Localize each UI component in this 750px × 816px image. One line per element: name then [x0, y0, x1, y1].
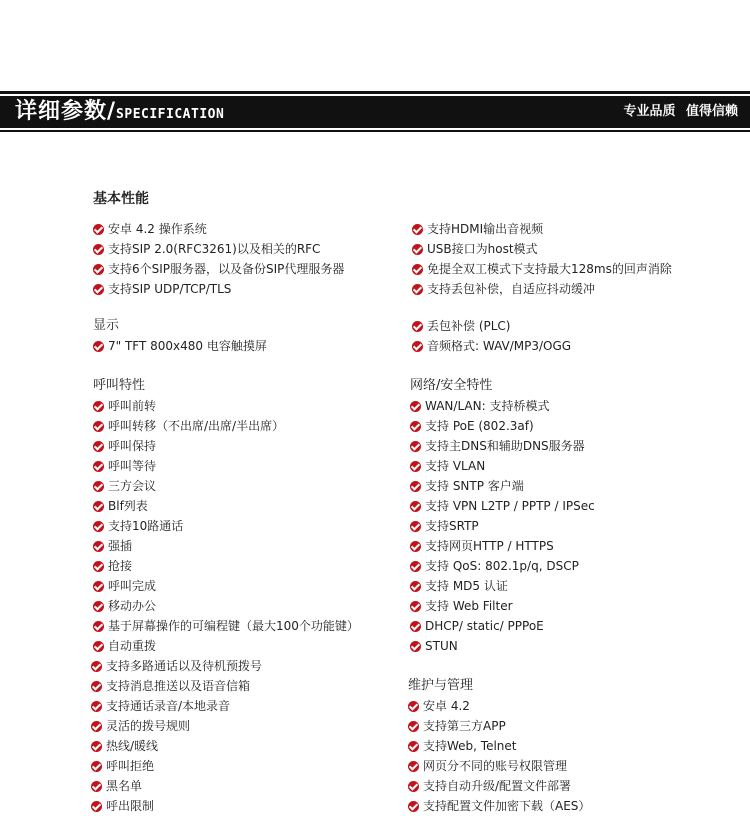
spec-item-text: 三方会议	[108, 479, 157, 493]
spec-list-item	[412, 316, 571, 336]
spec-item-text: 7" TFT 800x480 电容触摸屏	[108, 339, 267, 353]
spec-list-item	[93, 576, 359, 596]
check-circle-icon	[91, 781, 102, 792]
spec-item-text: 强插	[108, 539, 133, 553]
check-circle-icon	[408, 761, 419, 772]
spec-item-text: 支持SIP 2.0(RFC3261)以及相关的RFC	[108, 242, 321, 256]
check-circle-icon	[412, 341, 423, 352]
spec-list-item	[408, 736, 590, 756]
spec-item-text: 丢包补偿 (PLC)	[427, 319, 511, 333]
check-circle-icon	[93, 541, 104, 552]
audio-list	[412, 316, 571, 356]
check-circle-icon	[93, 481, 104, 492]
check-circle-icon	[410, 481, 421, 492]
check-circle-icon	[410, 441, 421, 452]
spec-list-item	[410, 596, 595, 616]
spec-list-item	[91, 696, 359, 716]
spec-item-text: 支持多路通话以及待机预拨号	[106, 659, 263, 673]
spec-item-text: 网页分不同的账号权限管理	[423, 759, 568, 773]
check-circle-icon	[91, 701, 102, 712]
check-circle-icon	[91, 721, 102, 732]
check-circle-icon	[93, 421, 104, 432]
check-circle-icon	[408, 721, 419, 732]
spec-list-item	[91, 676, 359, 696]
spec-item-text: 支持Web, Telnet	[423, 739, 517, 753]
maintenance-section	[408, 676, 473, 696]
spec-item-text: 安卓 4.2	[423, 699, 470, 713]
spec-item-text: 呼叫保持	[108, 439, 157, 453]
check-circle-icon	[412, 284, 423, 295]
spec-list-item	[93, 536, 359, 556]
check-circle-icon	[410, 461, 421, 472]
check-circle-icon	[93, 641, 104, 652]
spec-list-item	[93, 336, 267, 356]
spec-list-item	[410, 476, 595, 496]
spec-item-text: 支持 MD5 认证	[425, 579, 508, 593]
banner-slogan: 专业品质 值得信赖	[623, 104, 738, 119]
spec-list-item	[410, 556, 595, 576]
spec-list-item	[410, 516, 595, 536]
spec-item-text: 抢接	[108, 559, 133, 573]
spec-list-item	[91, 716, 359, 736]
spec-list-item	[93, 496, 359, 516]
spec-item-text: 支持SRTP	[425, 519, 479, 533]
check-circle-icon	[93, 401, 104, 412]
spec-list-item	[91, 736, 359, 756]
section-title-maintenance: 维护与管理	[408, 678, 474, 693]
check-circle-icon	[93, 501, 104, 512]
spec-item-text: 支持丢包补偿，自适应抖动缓冲	[427, 282, 596, 296]
banner-title	[15, 96, 224, 128]
spec-list-item	[91, 796, 359, 816]
check-circle-icon	[412, 321, 423, 332]
check-circle-icon	[93, 621, 104, 632]
check-circle-icon	[410, 421, 421, 432]
section-title-call: 呼叫特性	[93, 378, 146, 393]
spec-item-text: 支持HDMI输出音视频	[427, 222, 544, 236]
spec-list-item	[93, 219, 344, 239]
check-circle-icon	[408, 781, 419, 792]
spec-item-text: 灵活的拨号规则	[106, 719, 191, 733]
spec-list-item	[93, 259, 344, 279]
spec-item-text: STUN	[425, 639, 458, 653]
banner-title-en: SPECIFICATION	[116, 107, 225, 122]
spec-list-item	[408, 696, 590, 716]
spec-item-text: 支持配置文件加密下载（AES）	[423, 799, 591, 813]
check-circle-icon	[91, 661, 102, 672]
spec-list-item	[91, 656, 359, 676]
banner-bottom-line	[0, 130, 750, 132]
display-section	[93, 316, 119, 336]
check-circle-icon	[93, 461, 104, 472]
spec-item-text: USB接口为host模式	[427, 242, 538, 256]
check-circle-icon	[408, 801, 419, 812]
display-list	[93, 336, 267, 356]
spec-item-text: 支持消息推送以及语音信箱	[106, 679, 251, 693]
spec-item-text: 支持自动升级/配置文件部署	[423, 779, 572, 793]
spec-item-text: Blf列表	[108, 499, 148, 513]
spec-item-text: 支持 VLAN	[425, 459, 486, 473]
basic-list-right	[412, 219, 672, 299]
spec-item-text: 呼叫完成	[108, 579, 157, 593]
spec-item-text: 热线/暖线	[106, 739, 159, 753]
spec-list-item	[93, 416, 359, 436]
check-circle-icon	[91, 681, 102, 692]
call-features-section	[93, 376, 145, 396]
section-title-network: 网络/安全特性	[410, 378, 493, 393]
spec-list-item	[93, 616, 359, 636]
spec-item-text: DHCP/ static/ PPPoE	[425, 619, 544, 633]
spec-list-item	[408, 776, 590, 796]
spec-item-text: 呼出限制	[106, 799, 155, 813]
spec-list-item	[91, 776, 359, 796]
spec-list-item	[410, 396, 595, 416]
spec-list-item	[410, 456, 595, 476]
check-circle-icon	[412, 244, 423, 255]
spec-item-text: 呼叫等待	[108, 459, 157, 473]
spec-item-text: 支持通话录音/本地录音	[106, 699, 231, 713]
spec-list-item	[93, 556, 359, 576]
banner-title-zh: 详细参数/	[15, 99, 117, 124]
maintenance-list	[408, 696, 590, 816]
spec-list-item	[412, 279, 672, 299]
spec-item-text: 支持 QoS: 802.1p/q, DSCP	[425, 559, 579, 573]
check-circle-icon	[410, 501, 421, 512]
network-section	[410, 376, 492, 396]
spec-item-text: 黑名单	[106, 779, 143, 793]
check-circle-icon	[93, 581, 104, 592]
spec-item-text: 呼叫拒绝	[106, 759, 155, 773]
spec-list-item	[412, 259, 672, 279]
check-circle-icon	[410, 401, 421, 412]
check-circle-icon	[93, 264, 104, 275]
spec-list-item	[408, 756, 590, 776]
check-circle-icon	[91, 741, 102, 752]
spec-list-item	[410, 576, 595, 596]
spec-list-item	[412, 336, 571, 356]
check-circle-icon	[93, 601, 104, 612]
spec-list-item	[93, 239, 344, 259]
spec-item-text: 支持第三方APP	[423, 719, 506, 733]
check-circle-icon	[93, 561, 104, 572]
check-circle-icon	[93, 244, 104, 255]
spec-list-item	[410, 616, 595, 636]
check-circle-icon	[91, 801, 102, 812]
check-circle-icon	[410, 541, 421, 552]
spec-list-item	[93, 596, 359, 616]
network-list	[410, 396, 595, 656]
spec-list-item	[410, 436, 595, 456]
spec-list-item	[410, 496, 595, 516]
spec-item-text: 支持 SNTP 客户端	[425, 479, 524, 493]
check-circle-icon	[410, 641, 421, 652]
spec-list-item	[410, 536, 595, 556]
check-circle-icon	[91, 761, 102, 772]
spec-list-item	[93, 456, 359, 476]
check-circle-icon	[408, 701, 419, 712]
spec-list-item	[412, 219, 672, 239]
basic-performance-section	[93, 189, 149, 209]
check-circle-icon	[93, 341, 104, 352]
spec-item-text: 支持SIP UDP/TCP/TLS	[108, 282, 232, 296]
section-title-basic: 基本性能	[93, 191, 149, 207]
spec-item-text: 免提全双工模式下支持最大128ms的回声消除	[427, 262, 672, 276]
spec-banner	[0, 96, 750, 128]
spec-list-item	[93, 396, 359, 416]
check-circle-icon	[93, 441, 104, 452]
check-circle-icon	[93, 284, 104, 295]
spec-list-item	[93, 279, 344, 299]
spec-list-item	[410, 416, 595, 436]
spec-item-text: 支持10路通话	[108, 519, 184, 533]
check-circle-icon	[410, 621, 421, 632]
check-circle-icon	[408, 741, 419, 752]
check-circle-icon	[412, 264, 423, 275]
spec-list-item	[91, 756, 359, 776]
check-circle-icon	[410, 601, 421, 612]
spec-item-text: 支持 Web Filter	[425, 599, 513, 613]
spec-item-text: 音频格式: WAV/MP3/OGG	[427, 339, 572, 353]
spec-list-item	[408, 716, 590, 736]
spec-item-text: 支持 VPN L2TP / PPTP / IPSec	[425, 499, 595, 513]
check-circle-icon	[93, 521, 104, 532]
spec-item-text: 支持6个SIP服务器，以及备份SIP代理服务器	[108, 262, 345, 276]
spec-list-item	[93, 516, 359, 536]
spec-list-item	[93, 636, 359, 656]
spec-item-text: 安卓 4.2 操作系统	[108, 222, 207, 236]
section-title-display: 显示	[93, 318, 120, 333]
spec-list-item	[93, 436, 359, 456]
check-circle-icon	[412, 224, 423, 235]
spec-list-item	[408, 796, 590, 816]
spec-item-text: 基于屏幕操作的可编程键（最大100个功能键）	[108, 619, 359, 633]
spec-list-item	[93, 476, 359, 496]
spec-list-item	[410, 636, 595, 656]
check-circle-icon	[410, 581, 421, 592]
spec-item-text: 呼叫转移（不出席/出席/半出席）	[108, 419, 285, 433]
check-circle-icon	[410, 561, 421, 572]
check-circle-icon	[93, 224, 104, 235]
spec-item-text: 呼叫前转	[108, 399, 157, 413]
spec-item-text: 移动办公	[108, 599, 157, 613]
call-features-list	[93, 396, 359, 816]
banner-top-line	[0, 91, 750, 94]
spec-item-text: WAN/LAN: 支持桥模式	[425, 399, 550, 413]
basic-list-left	[93, 219, 344, 299]
spec-item-text: 自动重拨	[108, 639, 157, 653]
spec-item-text: 支持 PoE (802.3af)	[425, 419, 534, 433]
spec-item-text: 支持网页HTTP / HTTPS	[425, 539, 554, 553]
spec-list-item	[412, 239, 672, 259]
check-circle-icon	[410, 521, 421, 532]
spec-item-text: 支持主DNS和辅助DNS服务器	[425, 439, 585, 453]
